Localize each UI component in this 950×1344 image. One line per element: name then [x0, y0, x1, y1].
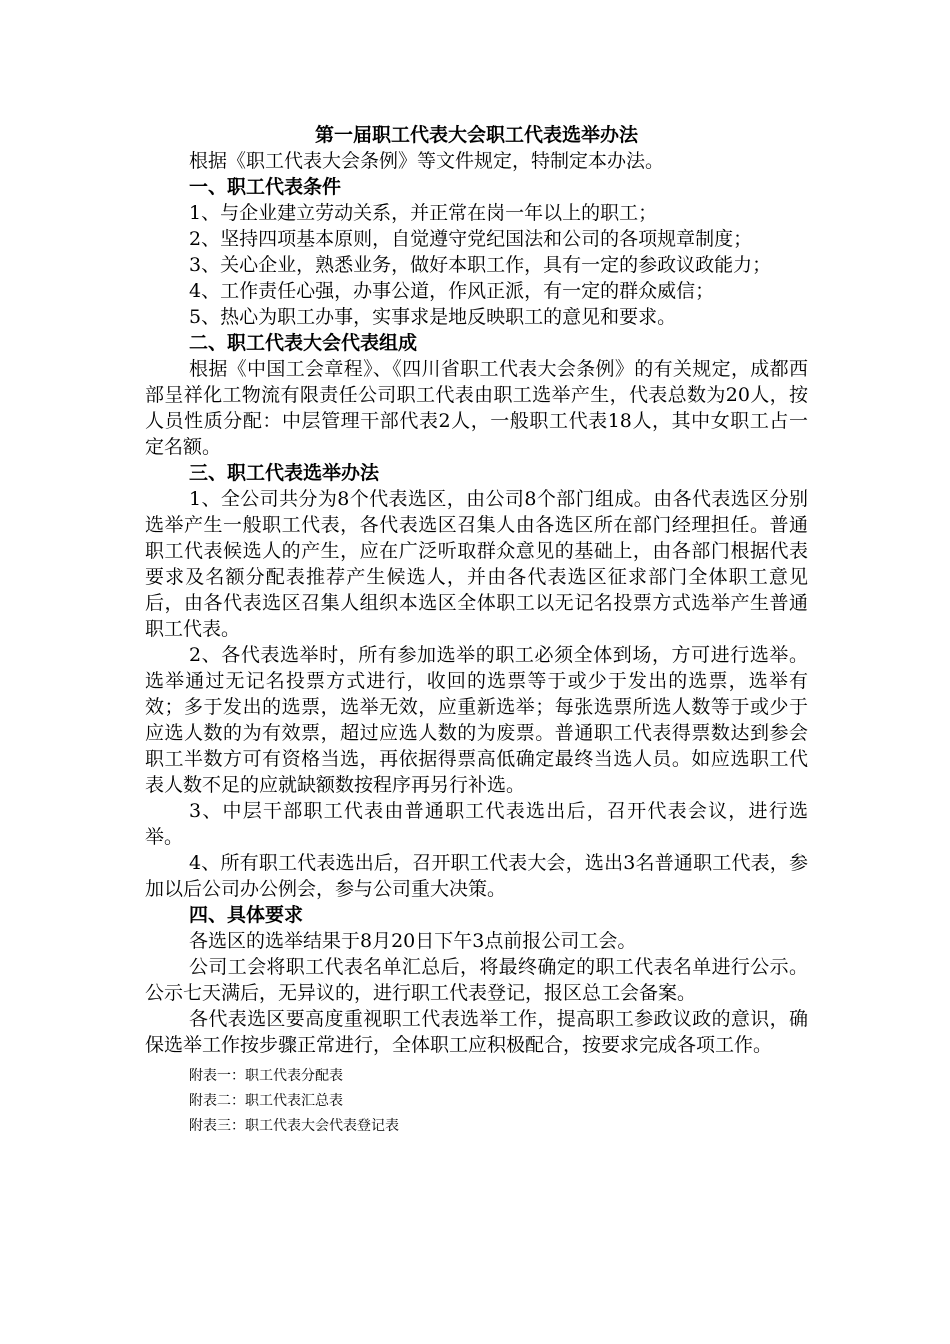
section-paragraph: 2、各代表选举时，所有参加选举的职工必须全体到场，方可进行选举。选举通过无记名投票方式进行，收回的选票等于或少于发出的选票，选举有效；多于发出的选票，选举无效，应重新选举；每张选票所选人数等于或少于应选人数的为有效票，超过应选人数的为废票。普通职工代表得票数达到参会职工半数方可有资格当选，再依据得票高低确定最终当选人员。如应选职工代表人数不足的应就缺额数按程序再另行补选。: [145, 644, 808, 796]
section-heading-conditions: 一、职工代表条件: [189, 176, 342, 198]
section-paragraph: 1、全公司共分为8个代表选区，由公司8个部门组成。由各代表选区分别选举产生一般职工代表，各代表选区召集人由各选区所在部门经理担任。普通职工代表候选人的产生，应在广泛听取群众意见的基础上，由各部门根据代表要求及名额分配表推荐产生候选人，并由各代表选区征求部门全体职工意见后，由各代表选区召集人组织本选区全体职工以无记名投票方式选举产生普通职工代表。: [145, 488, 808, 640]
section-heading-requirements: 四、具体要求: [189, 904, 304, 926]
intro-paragraph: 根据《职工代表大会条例》等文件规定，特制定本办法。: [189, 150, 665, 172]
section-paragraph: 4、工作责任心强，办事公道，作风正派，有一定的群众威信；: [189, 280, 715, 302]
attachment-item: 附表三：职工代表大会代表登记表: [189, 1118, 399, 1134]
section-paragraph: 各代表选区要高度重视职工代表选举工作，提高职工参政议政的意识，确保选举工作按步骤正常进行，全体职工应积极配合，按要求完成各项工作。: [145, 1008, 808, 1056]
attachment-item: 附表一：职工代表分配表: [189, 1068, 343, 1084]
section-paragraph: 公司工会将职工代表名单汇总后，将最终确定的职工代表名单进行公示。公示七天满后，无异议的，进行职工代表登记，报区总工会备案。: [145, 956, 808, 1004]
section-paragraph: 根据《中国工会章程》、《四川省职工代表大会条例》的有关规定，成都西部呈祥化工物流有限责任公司职工代表由职工选举产生，代表总数为20人，按人员性质分配：中层管理干部代表2人，一般职工代表18人，其中女职工占一定名额。: [145, 358, 808, 458]
section-paragraph: 1、与企业建立劳动关系，并正常在岗一年以上的职工；: [189, 202, 658, 224]
section-paragraph: 3、中层干部职工代表由普通职工代表选出后，召开代表会议，进行选举。: [145, 800, 808, 848]
section-paragraph: 4、所有职工代表选出后，召开职工代表大会，选出3名普通职工代表，参加以后公司办公例会，参与公司重大决策。: [145, 852, 808, 900]
section-heading-election-method: 三、职工代表选举办法: [189, 462, 380, 484]
attachments-list: [145, 1064, 808, 1139]
section-paragraph: 各选区的选举结果于8月20日下午3点前报公司工会。: [189, 930, 637, 952]
section-paragraph: 2、坚持四项基本原则，自觉遵守党纪国法和公司的各项规章制度；: [189, 228, 753, 250]
section-paragraph: 3、关心企业，熟悉业务，做好本职工作，具有一定的参政议政能力；: [189, 254, 772, 276]
document-title: 第一届职工代表大会职工代表选举办法: [314, 124, 638, 146]
document-page: [145, 122, 808, 1139]
section-heading-composition: 二、职工代表大会代表组成: [189, 332, 418, 354]
section-paragraph: 5、热心为职工办事，实事求是地反映职工的意见和要求。: [189, 306, 677, 328]
attachment-item: 附表二：职工代表汇总表: [189, 1093, 343, 1109]
